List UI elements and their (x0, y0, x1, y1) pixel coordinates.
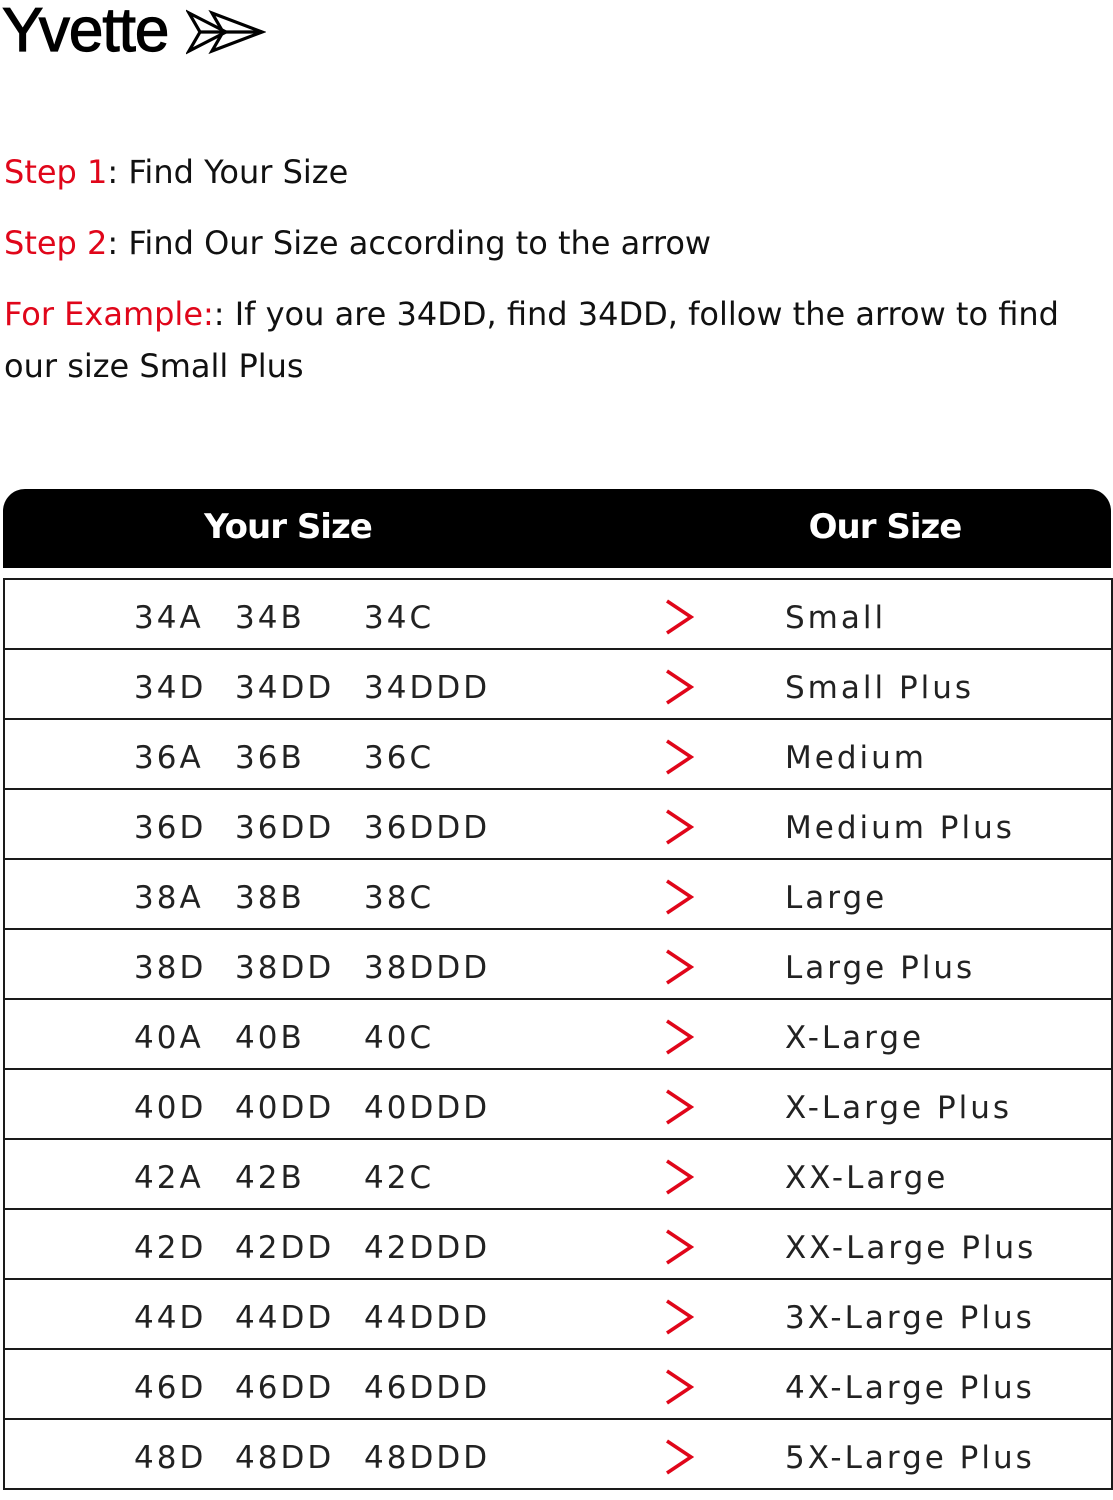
your-size-3: 46DDD (364, 1370, 491, 1406)
your-size-3: 34C (364, 600, 435, 636)
table-row (5, 860, 1111, 930)
our-size: XX-Large Plus (785, 1230, 1037, 1266)
our-size: 3X-Large Plus (785, 1300, 1035, 1336)
our-size: Small (785, 600, 887, 636)
your-size-1: 48D (134, 1440, 207, 1476)
table-row (5, 930, 1111, 1000)
our-size: XX-Large (785, 1160, 949, 1196)
chevron-right-icon (664, 739, 694, 775)
your-size-1: 44D (134, 1300, 207, 1336)
chevron-right-icon (664, 669, 694, 705)
your-size-3: 36DDD (364, 810, 491, 846)
your-size-2: 36DD (235, 810, 335, 846)
your-size-1: 42D (134, 1230, 207, 1266)
our-size: Medium Plus (785, 810, 1015, 846)
your-size-3: 42DDD (364, 1230, 491, 1266)
table-row (5, 1070, 1111, 1140)
your-size-3: 48DDD (364, 1440, 491, 1476)
table-row (5, 1140, 1111, 1210)
table-row (5, 1420, 1111, 1490)
brand-logo (2, 0, 266, 65)
your-size-2: 34DD (235, 670, 335, 706)
your-size-1: 38D (134, 950, 207, 986)
your-size-2: 38DD (235, 950, 335, 986)
double-arrow-icon (186, 9, 266, 55)
your-size-1: 34D (134, 670, 207, 706)
example-label: For Example: (4, 295, 214, 333)
your-size-2: 40B (235, 1020, 305, 1056)
our-size: X-Large Plus (785, 1090, 1013, 1126)
chevron-right-icon (664, 1159, 694, 1195)
chevron-right-icon (664, 809, 694, 845)
your-size-1: 38A (134, 880, 204, 916)
our-size: 4X-Large Plus (785, 1370, 1035, 1406)
chevron-right-icon (664, 1229, 694, 1265)
our-size: 5X-Large Plus (785, 1440, 1035, 1476)
table-row (5, 650, 1111, 720)
table-row (5, 1210, 1111, 1280)
your-size-2: 42DD (235, 1230, 335, 1266)
your-size-2: 38B (235, 880, 305, 916)
your-size-3: 44DDD (364, 1300, 491, 1336)
header-your-size: Your Size (204, 507, 372, 547)
your-size-1: 46D (134, 1370, 207, 1406)
your-size-2: 34B (235, 600, 305, 636)
example-text: : If you are 34DD, find 34DD, follow the arrow to find our size Small Plus (4, 295, 1059, 385)
step-1-text: : Find Your Size (107, 153, 349, 191)
example (4, 288, 1109, 392)
your-size-1: 40D (134, 1090, 207, 1126)
chevron-right-icon (664, 1439, 694, 1475)
your-size-3: 40DDD (364, 1090, 491, 1126)
your-size-2: 48DD (235, 1440, 335, 1476)
chevron-right-icon (664, 1089, 694, 1125)
chevron-right-icon (664, 1299, 694, 1335)
your-size-1: 34A (134, 600, 204, 636)
our-size: Large (785, 880, 888, 916)
chevron-right-icon (664, 879, 694, 915)
your-size-2: 42B (235, 1160, 305, 1196)
chevron-right-icon (664, 949, 694, 985)
step-2-label: Step 2 (4, 224, 108, 262)
your-size-1: 42A (134, 1160, 204, 1196)
your-size-1: 36D (134, 810, 207, 846)
table-row (5, 1350, 1111, 1420)
your-size-1: 40A (134, 1020, 204, 1056)
our-size: X-Large (785, 1020, 925, 1056)
table-row (5, 1280, 1111, 1350)
your-size-2: 40DD (235, 1090, 335, 1126)
our-size: Small Plus (785, 670, 975, 706)
instructions (4, 146, 1109, 392)
your-size-2: 46DD (235, 1370, 335, 1406)
table-header (3, 489, 1111, 568)
your-size-3: 42C (364, 1160, 435, 1196)
brand-name: Yvette (2, 0, 169, 65)
your-size-3: 34DDD (364, 670, 491, 706)
chevron-right-icon (664, 1019, 694, 1055)
our-size: Large Plus (785, 950, 976, 986)
your-size-3: 40C (364, 1020, 435, 1056)
chevron-right-icon (664, 599, 694, 635)
table-row (5, 580, 1111, 650)
your-size-3: 38DDD (364, 950, 491, 986)
table-row (5, 790, 1111, 860)
your-size-3: 36C (364, 740, 435, 776)
table-row (5, 720, 1111, 790)
chevron-right-icon (664, 1369, 694, 1405)
your-size-3: 38C (364, 880, 435, 916)
step-2-text: : Find Our Size according to the arrow (107, 224, 712, 262)
step-1-label: Step 1 (4, 153, 108, 191)
your-size-2: 36B (235, 740, 305, 776)
step-1 (4, 146, 1109, 198)
your-size-2: 44DD (235, 1300, 335, 1336)
header-our-size: Our Size (808, 507, 962, 547)
size-table (3, 578, 1113, 1490)
table-row (5, 1000, 1111, 1070)
our-size: Medium (785, 740, 927, 776)
step-2 (4, 217, 1109, 269)
your-size-1: 36A (134, 740, 204, 776)
